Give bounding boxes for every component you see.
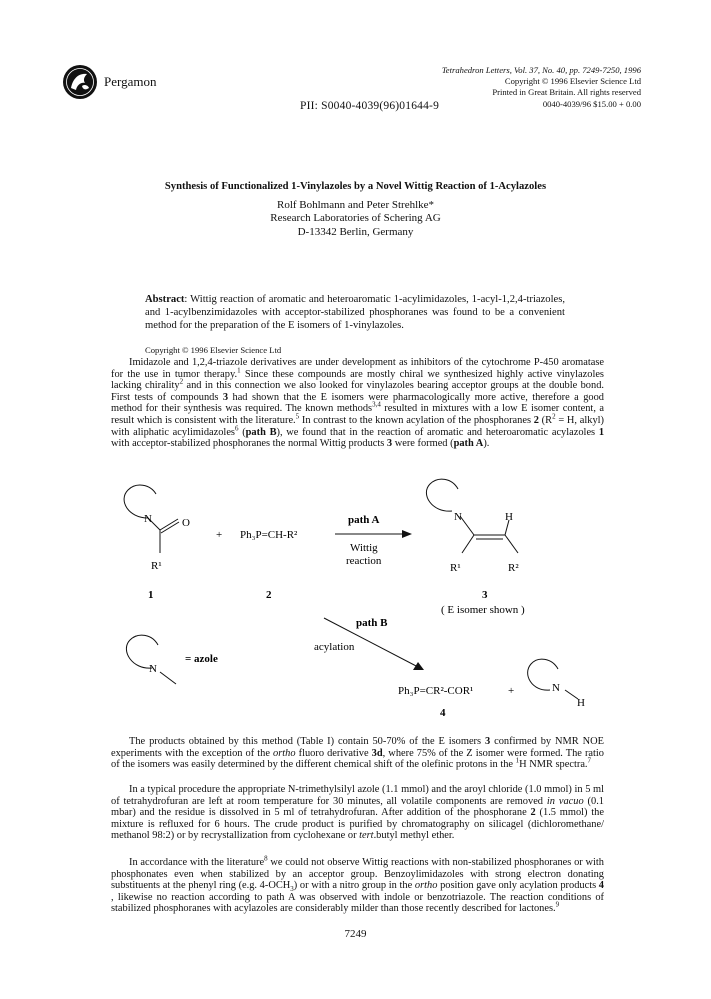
article-title: Synthesis of Functionalized 1-Vinylazoles by a Novel Wittig Reaction of 1-Acylazoles (164, 181, 547, 192)
azole-legend-bond (160, 672, 176, 684)
scheme-n-legend: N (149, 663, 157, 675)
phosphorane-reagent: Ph₃P=CH-R² (240, 529, 298, 541)
phosphorane-product: Ph₃P=CR²-COR¹ (398, 685, 474, 697)
body-paragraph-3: In a typical procedure the appropriate N-trimethylsilyl azole (1.1 mmol) and the aroyl chloride (1.0 mmol) in 5 ml of tetrahydrofuran are left at room temperature for 30 minutes, all volatile components are removed in vacuo (0.1 mbar) and the residue is dissolved in 5 ml of tetrahydrofuran. After addition of the phosphorane 2 (1.5 mmol) the mixture is refluxed for 6 hours. The crude product is purified by chromatography on silicagel (dichloromethane/ methanol 98:2) or by recrystallization from cyclohexane or tert.butyl methyl ether. (111, 784, 605, 842)
publisher-name: Pergamon (104, 74, 157, 89)
scheme-r2-3: R² (508, 562, 519, 574)
azole-definition: = azole (185, 653, 218, 665)
scheme-r1-1: R¹ (151, 560, 162, 572)
compound-3-number: 3 (482, 589, 488, 601)
abstract-text: : Wittig reaction of aromatic and heteroaromatic 1-acylimidazoles, 1-acyl-1,2,4-triazoles, and 1-acylbenzimidazoles with acceptor-stabilized phosphoranes was found to be a convenient method for the preparation of the E isomers of 1-vinylazoles. (145, 294, 565, 331)
path-b-arrowhead (413, 662, 424, 670)
affiliation-line-2: D-13342 Berlin, Germany (297, 225, 414, 238)
compound-1-number: 1 (148, 589, 154, 601)
compound-2-number: 2 (266, 589, 272, 601)
scheme-plus-2: + (508, 685, 515, 697)
bond-n-c3 (460, 516, 474, 535)
abstract-label: Abstract (145, 294, 185, 305)
abstract-copyright: Copyright © 1996 Elsevier Science Ltd (145, 345, 282, 355)
bond-c-r1-3 (462, 535, 474, 553)
scheme-h-azole: H (577, 697, 585, 709)
reaction-label: reaction (346, 555, 382, 567)
scheme-n-3: N (454, 511, 462, 523)
azole-ring-3 (426, 479, 458, 511)
compound-4-number: 4 (440, 707, 446, 719)
scheme-o: O (182, 517, 190, 529)
page-number: 7249 (344, 928, 367, 940)
acylation-label: acylation (314, 641, 355, 653)
body-paragraph-4: In accordance with the literature$^8$ we could not observe Wittig reactions with non-stabilized phosphoranes or with phosphonates even when stabilized by an acceptor group. Benzoylimidazoles with strong electron donating substituents at the phenyl ring (e.g. $4-OCH_3$) or with a nitro group in the ortho position gave only acylation products 4 , likewise no reaction according to path A was observed with indole or benzotriazole. The reaction conditions of stabilized phosphoranes with acylazoles are considerably milder than those recently described for lactones.$^9$ (111, 854, 604, 915)
bond-c-r2-3 (505, 535, 518, 553)
path-a-label: path A (348, 514, 380, 526)
authors: Rolf Bohlmann and Peter Strehlke* (276, 199, 435, 211)
copyright-line: Copyright © 1996 Elsevier Science Ltd (504, 76, 641, 87)
scheme-r1-3: R¹ (450, 562, 461, 574)
e-isomer-note: ( E isomer shown ) (441, 604, 525, 616)
scheme-n-h: N (552, 682, 560, 694)
path-b-label: path B (356, 617, 388, 629)
price-line: 0040-4039/96 $15.00 + 0.00 (542, 98, 641, 109)
affiliation-line-1: Research Laboratories of Schering AG (270, 212, 441, 225)
body-paragraph-1: Imidazole and 1,2,4-triazole derivatives are under development as inhibitors of the cytochrome P-450 aromatase for the use in tumor therapy.$^1$ Since these compounds are mostly chiral we synthesized highly active vinylazoles lacking chirality$^2$ and in this connection we also looked for vinylazoles bearing acceptor groups at the double bond. First tests of compounds 3 had shown that the E isomers were pharmacologically more active, therefore a good method for their synthesis was required. The known methods$^{3,4}$ resulted in mixtures with a low E isomer content, a result which is consistent with the literature.$^5$ In contrast to the known acylation of the phosphoranes 2 ($R^2 = H$, alkyl) with aliphatic acylimidazoles$^6$ (path B), we found that in the reaction of aromatic and heteroaromatic acylazoles 1 with acceptor-stabilized phosphoranes the normal Wittig products 3 were formed (path A). (111, 357, 605, 450)
wittig-label: Wittig (350, 542, 378, 554)
body-paragraph-2: The products obtained by this method (Table I) contain 50-70% of the E isomers 3 confirmed by NMR NOE experiments with the exception of the ortho fluoro derivative 3d, where 75% of the Z isomer were formed. The ratio of the isomers was easily determined by the different chemical shift of the olefinic protons in the $^1$H NMR spectra.$^7$ (111, 736, 605, 771)
scheme-plus-1: + (216, 529, 223, 541)
scheme-h-3: H (505, 511, 513, 523)
path-a-arrowhead (402, 530, 412, 538)
journal-line: Tetrahedron Letters, Vol. 37, No. 40, pp. 7249-7250, 1996 (441, 65, 641, 75)
printed-line: Printed in Great Britain. All rights reserved (492, 87, 641, 98)
scheme-n-1: N (144, 513, 152, 525)
pii-identifier: PII: S0040-4039(96)01644-9 (300, 100, 440, 112)
